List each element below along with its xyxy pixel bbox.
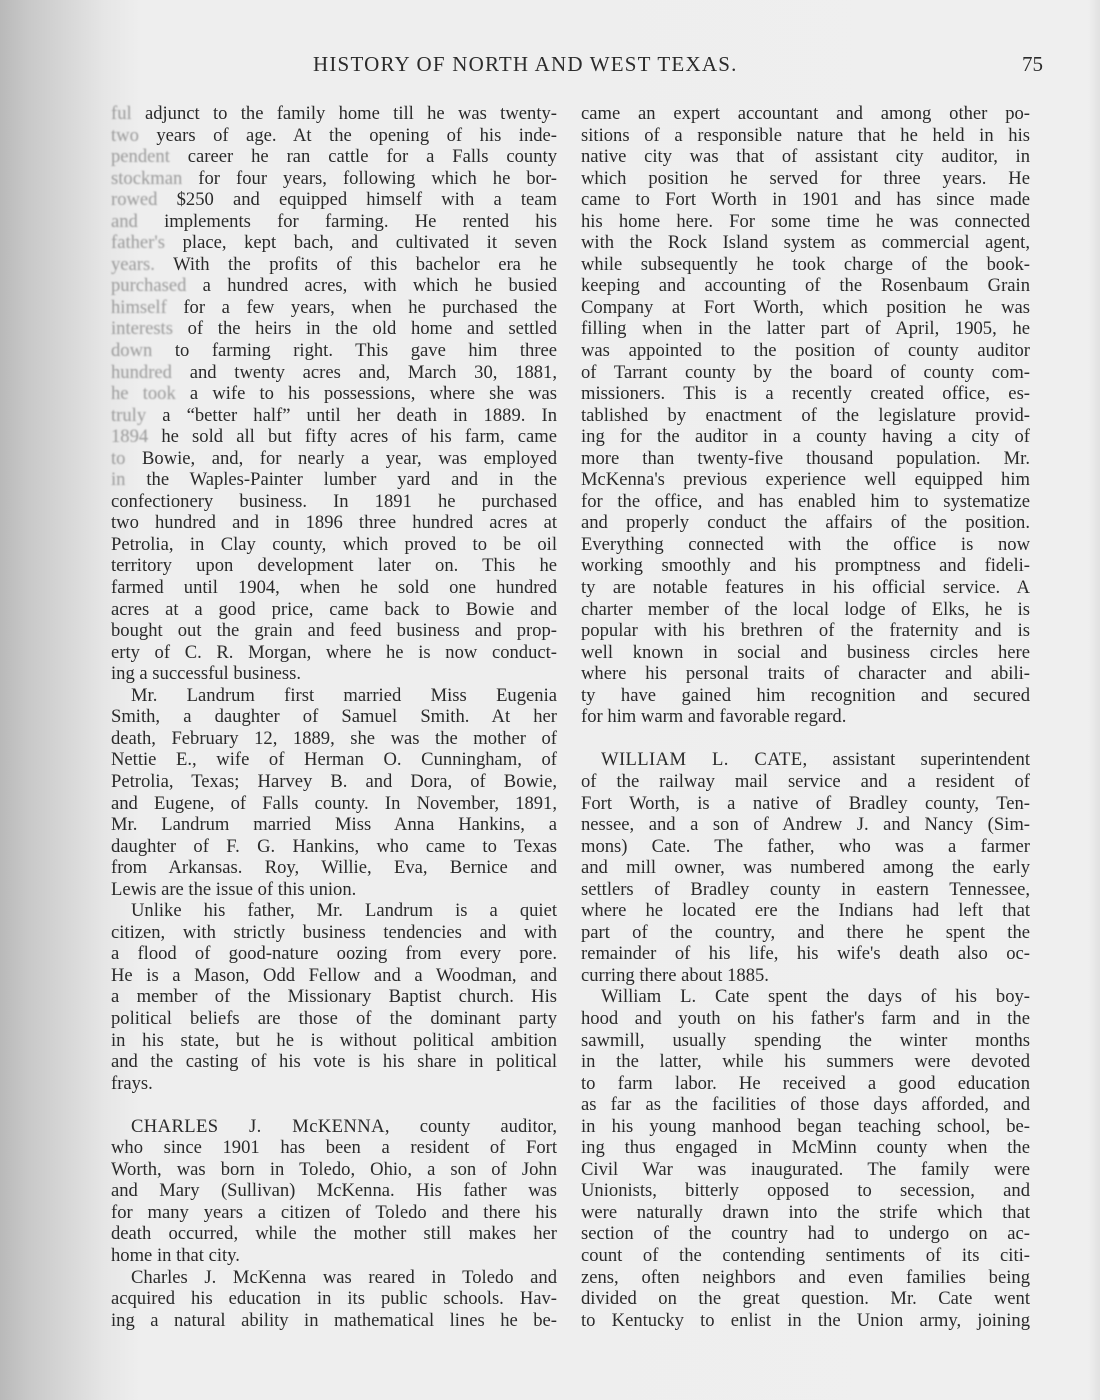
text-line: frays.: [111, 1072, 153, 1094]
text-line: Everything connected with the office is now: [581, 533, 1030, 555]
text-line: WILLIAM L. CATE, assistant superintendent: [601, 749, 1030, 771]
text-line: home in that city.: [111, 1244, 240, 1266]
text-line: curring there about 1885.: [581, 964, 769, 986]
text-line: as far as the facilities of those days afforded, and: [581, 1094, 1030, 1116]
text-line: in his young manhood began teaching school, be-: [581, 1115, 1030, 1137]
paragraph-landrum-farming: [111, 103, 557, 685]
text-line: acres at a good price, came back to Bowie and: [111, 598, 557, 620]
text-line: sawmill, usually spending the winter months: [581, 1029, 1030, 1051]
text-line: ing thus engaged in McMinn county when the: [581, 1137, 1030, 1159]
text-line: Mr. Landrum married Miss Anna Hankins, a: [111, 814, 557, 836]
text-line: zens, often neighbors and even families being: [581, 1266, 1030, 1288]
text-line: Unlike his father, Mr. Landrum is a quiet: [131, 900, 557, 922]
running-head: [100, 52, 1043, 82]
text-line: confectionery business. In 1891 he purchased: [111, 490, 557, 512]
paragraph-cate-youth: [581, 986, 1030, 1331]
paragraph-mckenna-intro: [111, 1116, 557, 1267]
section-gap: [581, 728, 1030, 750]
text-line: Worth, was born in Toledo, Ohio, a son of John: [111, 1158, 557, 1180]
text-line: erty of C. R. Morgan, where he is now conduct-: [111, 641, 557, 663]
text-line: He is a Mason, Odd Fellow and a Woodman, and: [111, 964, 557, 986]
text-line: and the casting of his vote is his share in political: [111, 1051, 557, 1073]
text-line: interests of the heirs in the old home and settled: [111, 318, 557, 340]
text-line: death, February 12, 1889, she was the mother of: [111, 727, 557, 749]
text-line: rowed $250 and equipped himself with a team: [111, 189, 557, 211]
text-line: came an expert accountant and among other po-: [581, 103, 1030, 124]
text-line: was appointed to the position of county auditor: [581, 340, 1030, 362]
text-line: well known in social and business circles here: [581, 641, 1030, 663]
text-line: section of the country had to undergo on ac-: [581, 1223, 1030, 1245]
text-line: where his personal traits of character and abili-: [581, 663, 1030, 685]
text-line: ing a successful business.: [111, 663, 302, 685]
text-line: death occurred, while the mother still makes her: [111, 1223, 557, 1245]
text-line: ty are notable features in his official service. A: [581, 577, 1030, 599]
text-line: mons) Cate. The father, who was a farmer: [581, 835, 1030, 857]
text-line: ty have gained him recognition and secured: [581, 684, 1030, 706]
text-line: ing a natural ability in mathematical lines he be-: [111, 1309, 557, 1331]
text-line: with the Rock Island system as commercial agent,: [581, 232, 1030, 254]
text-line: Mr. Landrum first married Miss Eugenia: [131, 684, 557, 706]
text-line: keeping and accounting of the Rosenbaum Grain: [581, 275, 1030, 297]
text-line: in the latter, while his summers were devoted: [581, 1051, 1030, 1073]
text-line: of the railway mail service and a resident of: [581, 770, 1030, 792]
text-line: were naturally drawn into the strife which that: [581, 1201, 1030, 1223]
paragraph-mckenna-education: [111, 1267, 557, 1332]
text-line: divided on the great question. Mr. Cate went: [581, 1288, 1030, 1310]
text-line: himself for a few years, when he purchased the: [111, 296, 557, 318]
text-line: and mill owner, was numbered among the early: [581, 857, 1030, 879]
text-line: and implements for farming. He rented his: [111, 210, 557, 232]
text-line: who since 1901 has been a resident of Fort: [111, 1137, 557, 1159]
text-line: Petrolia, in Clay county, which proved to be oil: [111, 533, 557, 555]
text-line: from Arkansas. Roy, Willie, Eva, Bernice and: [111, 857, 557, 879]
text-line: bought out the grain and feed business and prop-: [111, 620, 557, 642]
text-line: farmed until 1904, when he sold one hundred: [111, 577, 557, 599]
text-line: working smoothly and his promptness and fideli-: [581, 555, 1030, 577]
left-column: [111, 103, 557, 1331]
text-line: in the Waples-Painter lumber yard and in the: [111, 469, 557, 491]
text-line: sitions of a responsible nature that he held in his: [581, 124, 1030, 146]
text-line: Lewis are the issue of this union.: [111, 878, 357, 900]
text-line: Charles J. McKenna was reared in Toledo and: [131, 1266, 557, 1288]
text-line: Fort Worth, is a native of Bradley county, Ten-: [581, 792, 1030, 814]
text-line: pendent career he ran cattle for a Falls county: [111, 146, 557, 168]
text-line: acquired his education in its public schools. Hav-: [111, 1288, 557, 1310]
text-line: he took a wife to his possessions, where she was: [111, 383, 557, 405]
text-line: part of the country, and there he spent the: [581, 921, 1030, 943]
text-line: in his state, but he is without political ambition: [111, 1029, 557, 1051]
text-line: ful adjunct to the family home till he was twenty-: [111, 103, 557, 124]
text-line: more than twenty-five thousand population. Mr.: [581, 447, 1030, 469]
text-line: remainder of his life, his wife's death also oc-: [581, 943, 1030, 965]
paragraph-landrum-character: [111, 900, 557, 1094]
text-line: for the office, and has enabled him to systematize: [581, 490, 1030, 512]
paragraph-mckenna-career: [581, 103, 1030, 728]
text-line: popular with his brethren of the fraternity and is: [581, 620, 1030, 642]
paragraph-landrum-marriage: [111, 685, 557, 900]
text-line: while subsequently he took charge of the book-: [581, 253, 1030, 275]
page-number: 75: [1022, 52, 1043, 76]
text-line: William L. Cate spent the days of his boy-: [601, 986, 1030, 1008]
text-line: and Mary (Sullivan) McKenna. His father was: [111, 1180, 557, 1202]
text-line: two years of age. At the opening of his inde-: [111, 124, 557, 146]
text-line: 1894 he sold all but fifty acres of his farm, came: [111, 426, 557, 448]
text-line: father's place, kept bach, and cultivated it seven: [111, 232, 557, 254]
text-line: truly a “better half” until her death in 1889. In: [111, 404, 557, 426]
text-line: ing for the auditor in a county having a city of: [581, 426, 1030, 448]
text-line: citizen, with strictly business tendencies and with: [111, 921, 557, 943]
text-line: down to farming right. This gave him three: [111, 340, 557, 362]
text-line: of Tarrant county by the board of county com-: [581, 361, 1030, 383]
text-line: and Eugene, of Falls county. In November, 1891,: [111, 792, 557, 814]
text-line: political beliefs are those of the dominant party: [111, 1007, 557, 1029]
text-line: missioners. This is a recently created office, es-: [581, 383, 1030, 405]
text-line: to Bowie, and, for nearly a year, was employed: [111, 447, 557, 469]
running-title: HISTORY OF NORTH AND WEST TEXAS.: [313, 52, 738, 76]
text-line: to farm labor. He received a good education: [581, 1072, 1030, 1094]
text-line: came to Fort Worth in 1901 and has since made: [581, 189, 1030, 211]
text-line: where he located ere the Indians had left that: [581, 900, 1030, 922]
biography-subject-name: WILLIAM L. CATE: [601, 749, 803, 771]
text-line: Company at Fort Worth, which position he was: [581, 296, 1030, 318]
text-line: Civil War was inaugurated. The family were: [581, 1158, 1030, 1180]
text-line: McKenna's previous experience well equipped him: [581, 469, 1030, 491]
text-line: Nettie E., wife of Herman O. Cunningham, of: [111, 749, 557, 771]
text-line: a member of the Missionary Baptist church. His: [111, 986, 557, 1008]
biography-subject-name: CHARLES J. McKENNA: [131, 1115, 385, 1137]
text-line: to Kentucky to enlist in the Union army, joining: [581, 1309, 1030, 1331]
paragraph-cate-intro: [581, 749, 1030, 986]
right-column: [581, 103, 1030, 1331]
text-line: Petrolia, Texas; Harvey B. and Dora, of Bowie,: [111, 770, 557, 792]
text-line: territory upon development later on. This he: [111, 555, 557, 577]
text-line: hundred and twenty acres and, March 30, 1881,: [111, 361, 557, 383]
text-line: tablished by enactment of the legislature provid-: [581, 404, 1030, 426]
text-line: which position he served for three years. He: [581, 167, 1030, 189]
text-line: and properly conduct the affairs of the position.: [581, 512, 1030, 534]
text-line: purchased a hundred acres, with which he busied: [111, 275, 557, 297]
text-line: Smith, a daughter of Samuel Smith. At her: [111, 706, 557, 728]
text-line: nessee, and a son of Andrew J. and Nancy (Sim-: [581, 814, 1030, 836]
text-line: daughter of F. G. Hankins, who came to Texas: [111, 835, 557, 857]
text-line: years. With the profits of this bachelor era he: [111, 253, 557, 275]
text-line: his home here. For some time he was connected: [581, 210, 1030, 232]
text-line: stockman for four years, following which he bor-: [111, 167, 557, 189]
text-line: a flood of good-nature oozing from every pore.: [111, 943, 557, 965]
text-line: for many years a citizen of Toledo and there his: [111, 1201, 557, 1223]
text-line: hood and youth on his father's farm and in the: [581, 1007, 1030, 1029]
text-line: two hundred and in 1896 three hundred acres at: [111, 512, 557, 534]
text-line: CHARLES J. McKENNA, county auditor,: [131, 1115, 558, 1137]
text-line: charter member of the local lodge of Elks, he is: [581, 598, 1030, 620]
section-gap: [111, 1094, 557, 1116]
text-line: settlers of Bradley county in eastern Tennessee,: [581, 878, 1030, 900]
text-line: Unionists, bitterly opposed to secession, and: [581, 1180, 1030, 1202]
text-line: filling when in the latter part of April, 1905, he: [581, 318, 1030, 340]
text-line: native city was that of assistant city auditor, in: [581, 146, 1030, 168]
text-line: for him warm and favorable regard.: [581, 706, 847, 728]
text-line: count of the contending sentiments of its citi-: [581, 1244, 1030, 1266]
